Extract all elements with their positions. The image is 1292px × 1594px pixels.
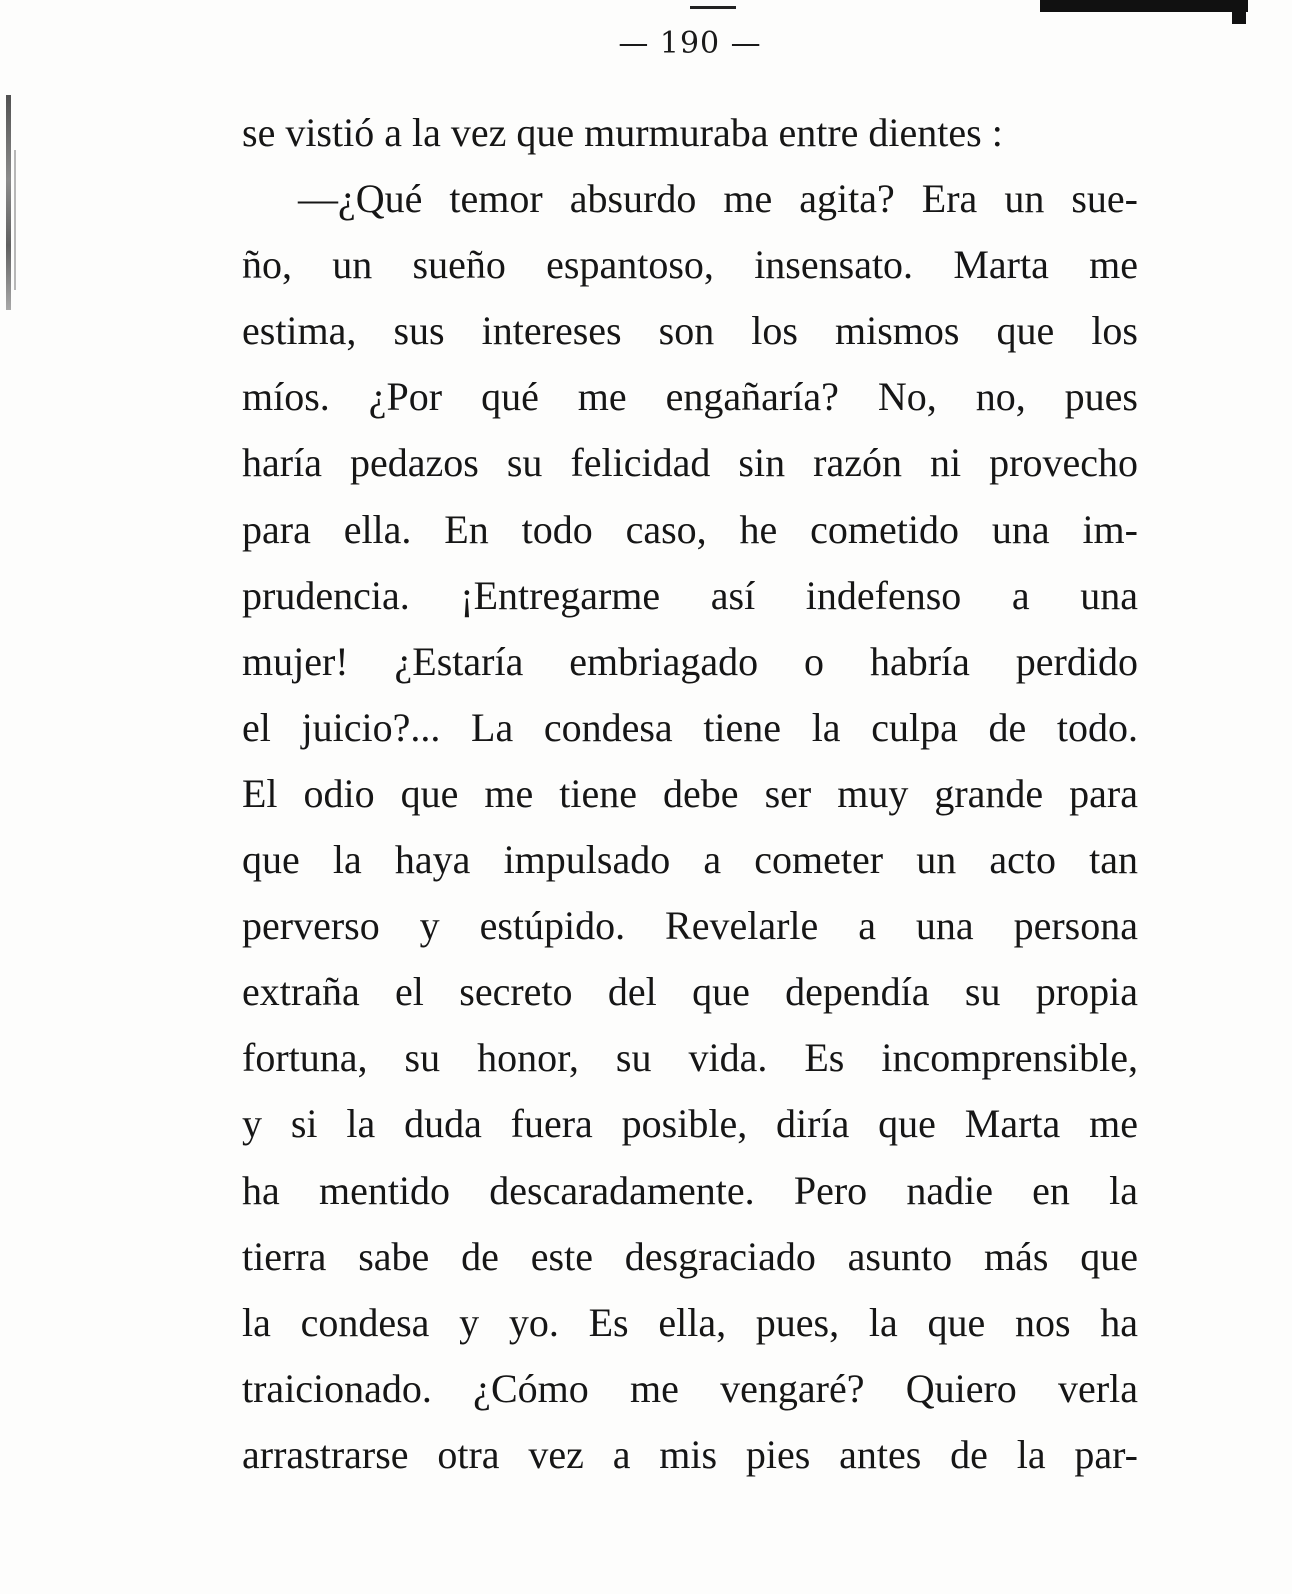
scan-edge-corner <box>1232 0 1246 24</box>
text-line: estima, sus intereses son los mismos que los <box>242 308 1138 354</box>
scan-edge-bar <box>1040 0 1248 12</box>
scan-edge-dash <box>690 6 736 9</box>
text-line: para ella. En todo caso, he cometido una im- <box>242 506 1138 552</box>
text-line: fortuna, su honor, su vida. Es incomprensible, <box>242 1035 1138 1081</box>
text-line: y si la duda fuera posible, diría que Marta me <box>242 1101 1138 1147</box>
text-line: tierra sabe de este desgraciado asunto más que <box>242 1233 1138 1279</box>
text-line: arrastrarse otra vez a mis pies antes de la par- <box>242 1431 1138 1477</box>
text-line: perverso y estúpido. Revelarle a una persona <box>242 903 1138 949</box>
text-line: El odio que me tiene debe ser muy grande para <box>242 770 1138 816</box>
binding-shadow-secondary <box>14 150 16 290</box>
text-line: la condesa y yo. Es ella, pues, la que nos ha <box>242 1299 1138 1345</box>
text-line: traicionado. ¿Cómo me vengaré? Quiero verla <box>242 1365 1138 1411</box>
text-line: prudencia. ¡Entregarme así indefenso a una <box>242 572 1138 618</box>
text-line: el juicio?... La condesa tiene la culpa de todo. <box>242 704 1138 750</box>
binding-shadow <box>6 95 11 310</box>
text-line: extraña el secreto del que dependía su propia <box>242 969 1138 1015</box>
text-line: mujer! ¿Estaría embriagado o habría perdido <box>242 638 1138 684</box>
body-text <box>242 104 1138 1492</box>
text-line: que la haya impulsado a cometer un acto tan <box>242 837 1138 883</box>
text-line: ño, un sueño espantoso, insensato. Marta me <box>242 242 1138 288</box>
text-line: haría pedazos su felicidad sin razón ni provecho <box>242 440 1138 486</box>
text-line: se vistió a la vez que murmuraba entre dientes : <box>242 110 1003 155</box>
text-line: ha mentido descaradamente. Pero nadie en la <box>242 1167 1138 1213</box>
text-line: míos. ¿Por qué me engañaría? No, no, pues <box>242 374 1138 420</box>
text-line: —¿Qué temor absurdo me agita? Era un sue- <box>298 176 1138 222</box>
page-number: — 190 — <box>618 26 762 61</box>
